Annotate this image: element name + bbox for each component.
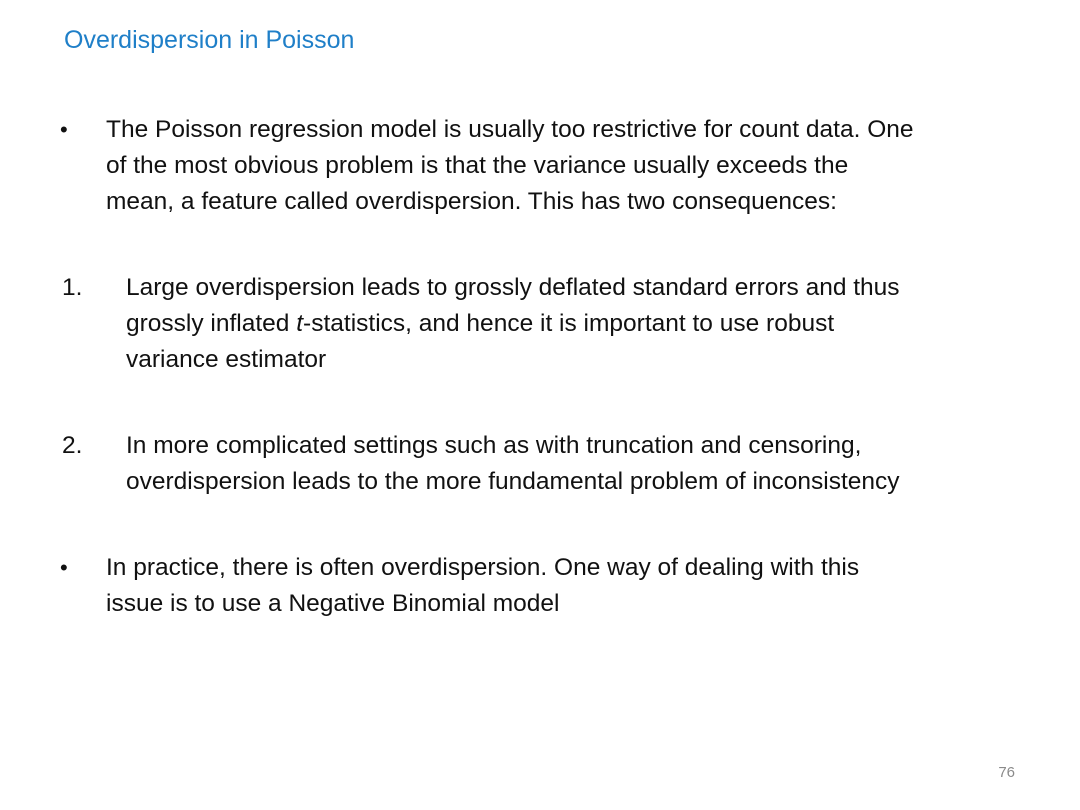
text-line: issue is to use a Negative Binomial model	[106, 590, 560, 617]
text-span: -statistics, and hence it is important to use robust	[303, 310, 835, 337]
bullet-text	[106, 112, 1026, 220]
text-line: of the most obvious problem is that the variance usually exceeds the	[106, 152, 849, 179]
bullet-marker: •	[60, 117, 68, 142]
page-number: 76	[998, 764, 1015, 781]
text-line: overdispersion leads to the more fundamental problem of inconsistency	[126, 468, 900, 495]
text-line: The Poisson regression model is usually too restrictive for count data. One	[106, 116, 914, 143]
number-marker: 1.	[62, 274, 83, 301]
text-line: Large overdispersion leads to grossly deflated standard errors and thus	[126, 274, 900, 301]
numbered-text	[126, 270, 1026, 378]
bullet-marker: •	[60, 555, 68, 580]
text-line	[126, 306, 1026, 342]
text-line: In more complicated settings such as with truncation and censoring,	[126, 432, 862, 459]
text-line: mean, a feature called overdispersion. This has two consequences:	[106, 188, 837, 215]
text-line: variance estimator	[126, 346, 327, 373]
slide-title: Overdispersion in Poisson	[64, 26, 355, 54]
number-marker: 2.	[62, 432, 83, 459]
bullet-text	[106, 550, 1026, 622]
text-span: grossly inflated	[126, 310, 297, 337]
italic-t: t	[296, 310, 304, 337]
numbered-text	[126, 428, 1026, 500]
text-line: In practice, there is often overdispersion. One way of dealing with this	[106, 554, 860, 581]
